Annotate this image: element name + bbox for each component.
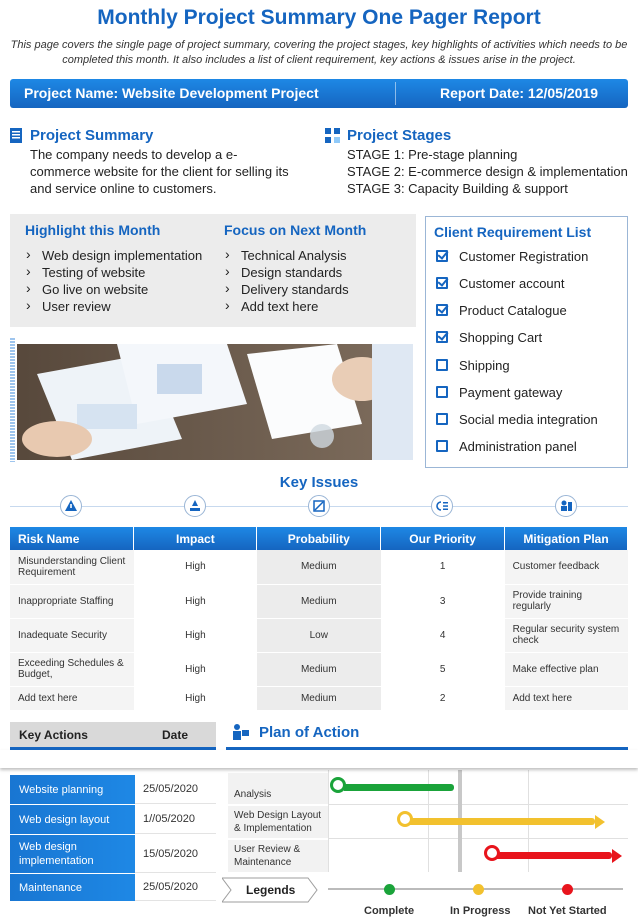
key-action-row: Website planning <box>10 775 135 804</box>
gantt-bar-in-progress <box>410 818 595 825</box>
table-cell: High <box>134 652 257 686</box>
legend-dot-complete <box>384 884 395 895</box>
focus-list <box>223 247 349 315</box>
legend-title: Legends <box>246 883 296 897</box>
table-cell: Medium <box>257 652 381 686</box>
plan-task: User Review & Maintenance <box>228 840 328 872</box>
list-item: › Testing of website <box>24 264 202 281</box>
table-cell: Medium <box>257 550 381 584</box>
key-action-row: Web design layout <box>10 805 135 834</box>
table-cell: Make effective plan <box>505 652 628 686</box>
plan-of-action-icon <box>229 722 251 749</box>
page-title: Monthly Project Summary One Pager Report <box>97 6 541 29</box>
stages-icon <box>325 128 340 148</box>
highlight-title: Highlight this Month <box>25 222 161 238</box>
checkbox-checked[interactable] <box>436 304 448 316</box>
column-header: Probability <box>257 527 381 550</box>
key-actions-header-action: Key Actions <box>19 728 88 742</box>
gantt-bar-not-started <box>497 852 612 859</box>
key-action-date: 1//05/2020 <box>135 805 216 834</box>
key-action-date: 15/05/2020 <box>135 835 216 873</box>
table-row <box>10 618 628 652</box>
legend-dot-in-progress <box>473 884 484 895</box>
column-header: Impact <box>134 527 257 550</box>
table-cell: Add text here <box>505 686 628 710</box>
table-cell: 5 <box>381 652 505 686</box>
gantt-arrow-in-progress <box>595 815 605 829</box>
table-cell: Medium <box>257 584 381 618</box>
summary-title: Project Summary <box>30 127 154 144</box>
gantt-bar-complete <box>344 784 454 791</box>
legend-label-complete: Complete <box>364 905 415 917</box>
table-cell: Regular security system check <box>505 618 628 652</box>
photo-stripe <box>10 338 15 462</box>
plan-of-action-title: Plan of Action <box>259 724 360 741</box>
page-subtitle: This page covers the single page of project summary, covering the project stages, key highlights of activities which needs to be completed this month. It also includes a list of client requirement, key actions & issues arise in the project. <box>10 39 628 66</box>
gantt-arrow-not-started <box>612 849 622 863</box>
list-item: › Go live on website <box>24 281 202 298</box>
table-cell: Low <box>257 618 381 652</box>
legend-box <box>222 877 318 903</box>
key-issues-title: Key Issues <box>279 474 359 491</box>
list-item: › Delivery standards <box>223 281 349 298</box>
list-item: › Web design implementation <box>24 247 202 264</box>
project-name: Project Name: Website Development Project <box>24 85 319 101</box>
table-cell: Add text here <box>10 686 134 710</box>
checkbox-checked[interactable] <box>436 331 448 343</box>
project-bar-divider <box>395 82 396 105</box>
table-cell: 1 <box>381 550 505 584</box>
highlight-list <box>24 247 202 315</box>
client-title: Client Requirement List <box>434 224 592 240</box>
list-item: › Design standards <box>223 264 349 281</box>
checkbox-unchecked[interactable] <box>436 413 448 425</box>
table-cell: Customer feedback <box>505 550 628 584</box>
summary-text: The company needs to develop a e-commerce website for the client for selling its and service online to customers. <box>30 147 289 196</box>
list-item: › Add text here <box>223 298 349 315</box>
key-action-date: 25/05/2020 <box>135 874 216 901</box>
column-header: Our Priority <box>381 527 505 550</box>
checkbox-unchecked[interactable] <box>436 440 448 452</box>
table-row <box>10 686 628 710</box>
list-item: › Technical Analysis <box>223 247 349 264</box>
impact-icon <box>184 495 206 517</box>
table-row <box>10 584 628 618</box>
table-row <box>10 550 628 584</box>
table-cell: Provide training regularly <box>505 584 628 618</box>
table-cell: Medium <box>257 686 381 710</box>
checkbox-checked[interactable] <box>436 250 448 262</box>
key-action-date: 25/05/2020 <box>135 775 216 804</box>
table-cell: 3 <box>381 584 505 618</box>
table-cell: 4 <box>381 618 505 652</box>
stage-2: STAGE 2: E-commerce design & implementation <box>347 164 628 179</box>
stage-1: STAGE 1: Pre-stage planning <box>347 147 518 162</box>
table-cell: High <box>134 550 257 584</box>
checkbox-unchecked[interactable] <box>436 386 448 398</box>
warning-icon <box>60 495 82 517</box>
table-cell: High <box>134 686 257 710</box>
table-cell: High <box>134 618 257 652</box>
legend-dot-not-started <box>562 884 573 895</box>
priority-icon <box>431 495 453 517</box>
focus-title: Focus on Next Month <box>224 222 367 238</box>
table-cell: Misunderstanding Client Requirement <box>10 550 134 584</box>
key-issues-table <box>10 527 628 711</box>
gantt-dot-complete <box>330 777 346 793</box>
checkbox-checked[interactable] <box>436 277 448 289</box>
meeting-photo <box>17 344 413 460</box>
table-cell: Inadequate Security <box>10 618 134 652</box>
report-date: Report Date: 12/05/2019 <box>440 85 598 101</box>
mitigation-icon <box>555 495 577 517</box>
section-divider-band <box>0 750 638 768</box>
legend-label-in-progress: In Progress <box>450 905 511 917</box>
column-header: Mitigation Plan <box>505 527 628 550</box>
table-row <box>10 652 628 686</box>
column-header: Risk Name <box>10 527 134 550</box>
gantt-dot-in-progress <box>397 811 413 827</box>
key-actions-header <box>10 722 216 747</box>
table-cell: 2 <box>381 686 505 710</box>
plan-task: Analysis <box>228 773 328 804</box>
key-action-row: Web design implementation <box>10 835 135 873</box>
key-actions-header-date: Date <box>162 728 189 742</box>
legend-label-not-started: Not Yet Started <box>528 905 607 917</box>
table-cell: Exceeding Schedules & Budget, <box>10 652 134 686</box>
gantt-dot-not-started <box>484 845 500 861</box>
plan-task: Web Design Layout & Implementation <box>228 806 328 838</box>
summary-icon <box>10 128 22 148</box>
project-bar <box>10 79 628 108</box>
table-cell: Inappropriate Staffing <box>10 584 134 618</box>
table-cell: High <box>134 584 257 618</box>
key-action-row: Maintenance <box>10 874 135 901</box>
probability-icon <box>308 495 330 517</box>
stages-title: Project Stages <box>347 127 452 144</box>
checkbox-unchecked[interactable] <box>436 359 448 371</box>
stage-3: STAGE 3: Capacity Building & support <box>347 181 568 196</box>
client-requirement-box: Client Requirement List Customer Registration Customer account Product Catalogue Shopping Cart Shipping Payment gateway Social media integration Administration panel <box>425 216 628 468</box>
list-item: › User review <box>24 298 202 315</box>
